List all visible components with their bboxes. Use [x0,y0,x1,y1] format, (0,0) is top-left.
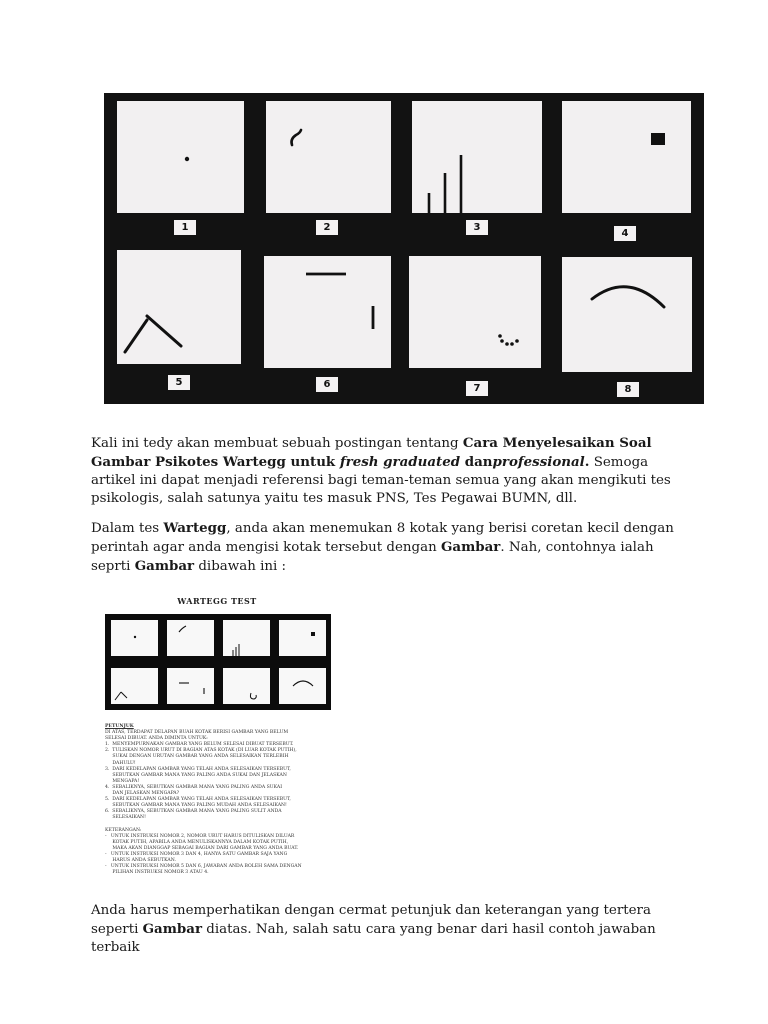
sheet-box-3 [223,620,270,656]
bold-gambar: Gambar [440,539,501,555]
box-number-6: 6 [316,377,338,392]
box-number-2: 2 [316,220,338,235]
bold-gambar: Gambar [142,921,203,937]
wartegg-box-6 [264,256,391,368]
box-number-3: 3 [466,220,488,235]
paragraph-wartegg [91,519,691,576]
sheet-box-2 [167,620,214,656]
bold-wartegg: Wartegg [163,520,227,536]
text: Dalam tes [91,521,164,536]
text: Semoga artikel ini dapat menjadi referensi bagi teman-teman semua yang akan mengikuti tes psikologis, salah satunya yaitu tes masuk PNS, Tes Pegawai BUMN, dll. [91,455,671,506]
wartegg-test-sheet [93,590,341,886]
box-number-8: 8 [617,382,639,397]
text: dibawah ini : [194,559,287,574]
bold-title: Cara Menyelesaikan Soal Gambar Psikotes Wartegg untuk [91,435,652,470]
petunjuk-text: DI ATAS, TERDAPAT DELAPAN BUAH KOTAK BERISI GAMBAR YANG BELUM SELESAI DIBUAT. ANDA DIMINTA UNTUK: 1. MENYEMPURNAKAN GAMBAR YANG BELUM SELESAI DIBUAT TERSEBUT. 2. TULISKAN NOMOR URUT DI BAGIAN ATAS KOTAK (DI LUAR KOTAK PUTIH), SUKAI DENGAN URUTAN GAMBAR YANG ANDA SELESAIKAN TERLEBIH DAHULU! 3. DARI KEDELAPAN GAMBAR YANG TELAH ANDA SELESAIKAN TERSEBUT, SEBUTKAN GAMBAR MANA YANG PALING ANDA SUKAI DAN JELASKAN MENGAPA! 4. SEBALIKNYA, SEBUTKAN GAMBAR MANA YANG PALING ANDA SUKAI DAN JELASKAN MENGAPA? 5. DARI KEDELAPAN GAMBAR YANG TELAH ANDA SELESAIKAN TERSEBUT, SEBUTKAN GAMBAR MANA YANG PALING MUDAH ANDA SELESAIKAN! 6. SEBALIKNYA, SEBUTKAN GAMBAR MANA YANG PALING SULIT ANDA SELESAIKAN! [105,730,297,821]
box-number-1: 1 [174,220,196,235]
sheet-title: WARTEGG TEST [177,596,257,606]
keterangan-heading: KETERANGAN: [105,827,142,833]
sheet-box-6 [167,668,214,704]
sheet-box-1 [111,620,158,656]
wartegg-box-4 [562,101,691,213]
sheet-box-4 [279,620,326,656]
sheet-box-5 [111,668,158,704]
text: Anda harus memperhatikan dengan cermat petunjuk dan keterangan yang tertera seperti [91,903,651,937]
italic-fresh-graduated: fresh graduated [339,454,461,470]
sheet-box-8 [279,668,326,704]
bold-gambar: Gambar [134,558,195,574]
wartegg-figure-main [104,93,704,404]
text: Kali ini tedy akan membuat sebuah postingan tentang [91,436,463,451]
bold-period: . [584,454,590,470]
box-number-5: 5 [168,375,190,390]
wartegg-box-8 [562,257,692,372]
sheet-board [105,614,331,710]
sheet-instructions [105,724,331,876]
text: , anda akan menemukan 8 kotak yang berisi coretan kecil dengan perintah agar anda mengisi kotak tersebut dengan [91,521,674,555]
wartegg-box-5 [117,250,241,364]
petunjuk-heading: PETUNJUK [105,724,134,729]
text: . Nah, contohnya ialah seprti [91,540,654,574]
italic-professional: professional [492,454,585,470]
paragraph-intro [91,434,691,508]
box-number-7: 7 [466,381,488,396]
paragraph-petunjuk [91,902,691,957]
wartegg-box-3 [412,101,542,213]
wartegg-box-7 [409,256,541,368]
wartegg-box-2 [266,101,391,213]
wartegg-box-1 [117,101,244,213]
bold-dan: dan [460,454,493,470]
box-number-4: 4 [614,226,636,241]
sheet-box-7 [223,668,270,704]
text: diatas. Nah, salah satu cara yang benar dari hasil contoh jawaban terbaik [91,922,656,955]
keterangan-text: - UNTUK INSTRUKSI NOMOR 2, NOMOR URUT HARUS DITULISKAN DILUAR KOTAK PUTIH, APABILA ANDA MENULISKANNYA DALAM KOTAK PUTIH, MAKA AKAN DIANGGAP SEBAGAI BAGIAN DARI GAMBAR YANG ANDA BUAT. - UNTUK INSTRUKSI NOMOR 3 DAN 4, HANYA SATU GAMBAR SAJA YANG HARUS ANDA SEBUTKAN. - UNTUK INSTRUKSI NOMOR 5 DAN 6, JAWABAN ANDA BOLEH SAMA DENGAN PILIHAN INSTRUKSI NOMOR 3 ATAU 4. [105,833,302,876]
